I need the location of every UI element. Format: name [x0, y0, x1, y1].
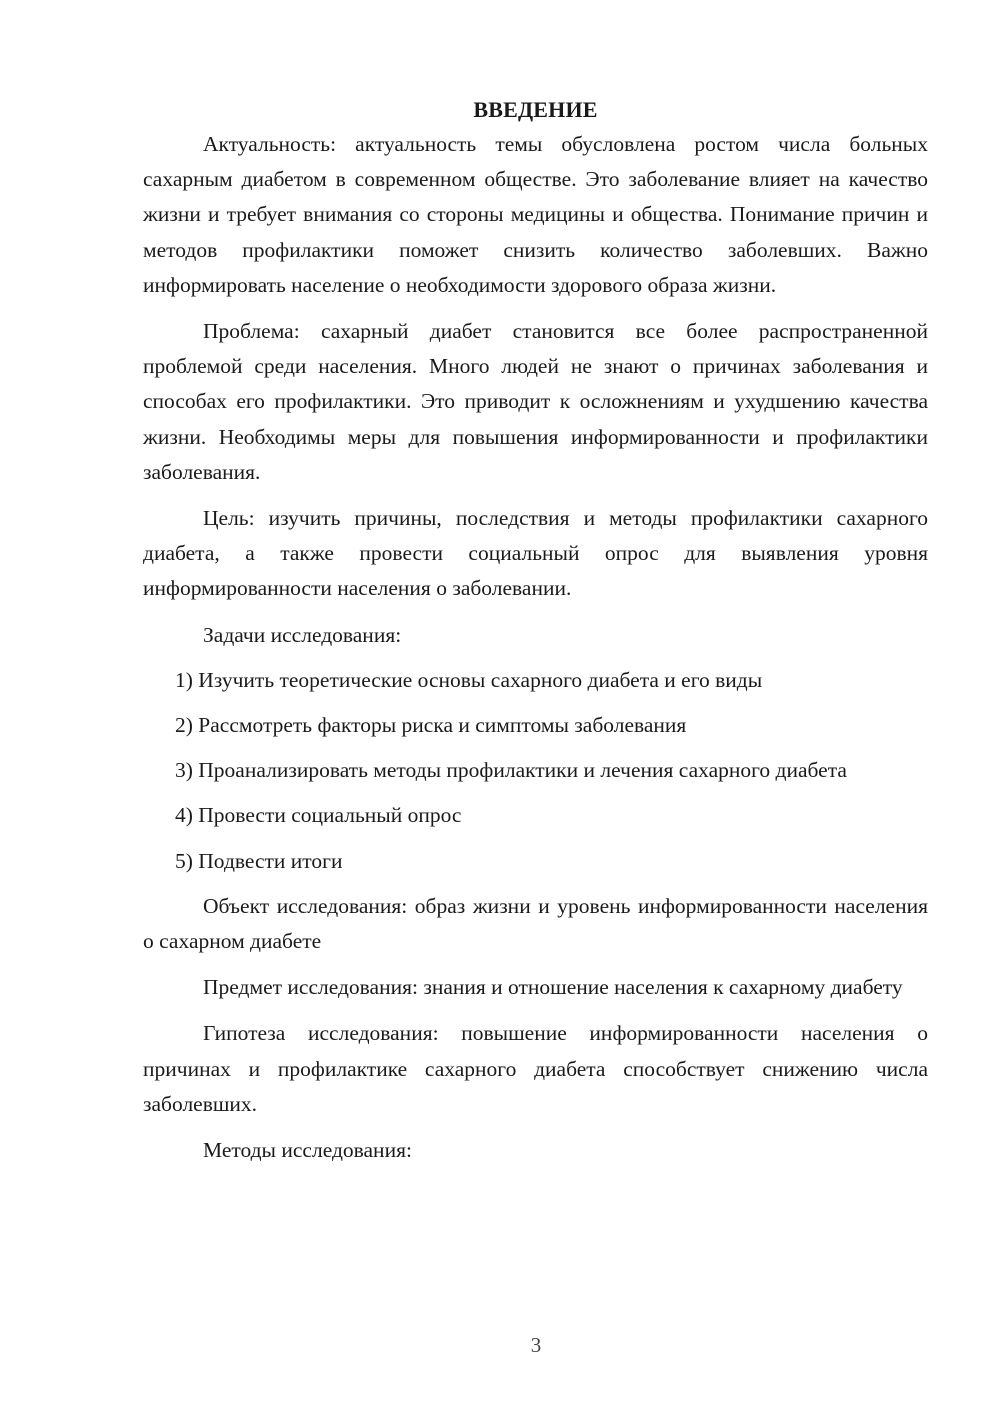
- paragraph-hypothesis: Гипотеза исследования: повышение информированности населения о причинах и профилактике сахарного диабета способствует снижению числа заболевших.: [143, 1021, 928, 1116]
- section-heading: ВВЕДЕНИЕ: [473, 97, 598, 122]
- task-item: 3) Проанализировать методы профилактики и лечения сахарного диабета: [175, 758, 847, 783]
- task-item: 4) Провести социальный опрос: [175, 803, 462, 828]
- paragraph-relevance: Актуальность: актуальность темы обусловлена ростом числа больных сахарным диабетом в современном обществе. Это заболевание влияет на качество жизни и требует внимания со стороны медицины и общества. Понимание причин и методов профилактики поможет снизить количество заболевших. Важно информировать население о необходимости здорового образа жизни.: [143, 132, 928, 297]
- paragraph-problem: Проблема: сахарный диабет становится все более распространенной проблемой среди населения. Много людей не знают о причинах заболевания и способах его профилактики. Это приводит к осложнениям и ухудшению качества жизни. Необходимы меры для повышения информированности и профилактики заболевания.: [143, 319, 928, 484]
- paragraph-object: Объект исследования: образ жизни и уровень информированности населения о сахарном диабете: [143, 893, 928, 954]
- task-item: 2) Рассмотреть факторы риска и симптомы заболевания: [175, 713, 687, 738]
- tasks-title: Задачи исследования:: [203, 622, 402, 647]
- page-number: 3: [530, 1333, 542, 1357]
- task-item: 5) Подвести итоги: [175, 848, 343, 873]
- document-page: [143, 92, 928, 1168]
- methods-title: Методы исследования:: [203, 1138, 412, 1163]
- paragraph-subject: Предмет исследования: знания и отношение населения к сахарному диабету: [203, 975, 903, 1000]
- task-item: 1) Изучить теоретические основы сахарного диабета и его виды: [175, 667, 763, 692]
- paragraph-goal: Цель: изучить причины, последствия и методы профилактики сахарного диабета, а также провести социальный опрос для выявления уровня информированности населения о заболевании.: [143, 506, 928, 601]
